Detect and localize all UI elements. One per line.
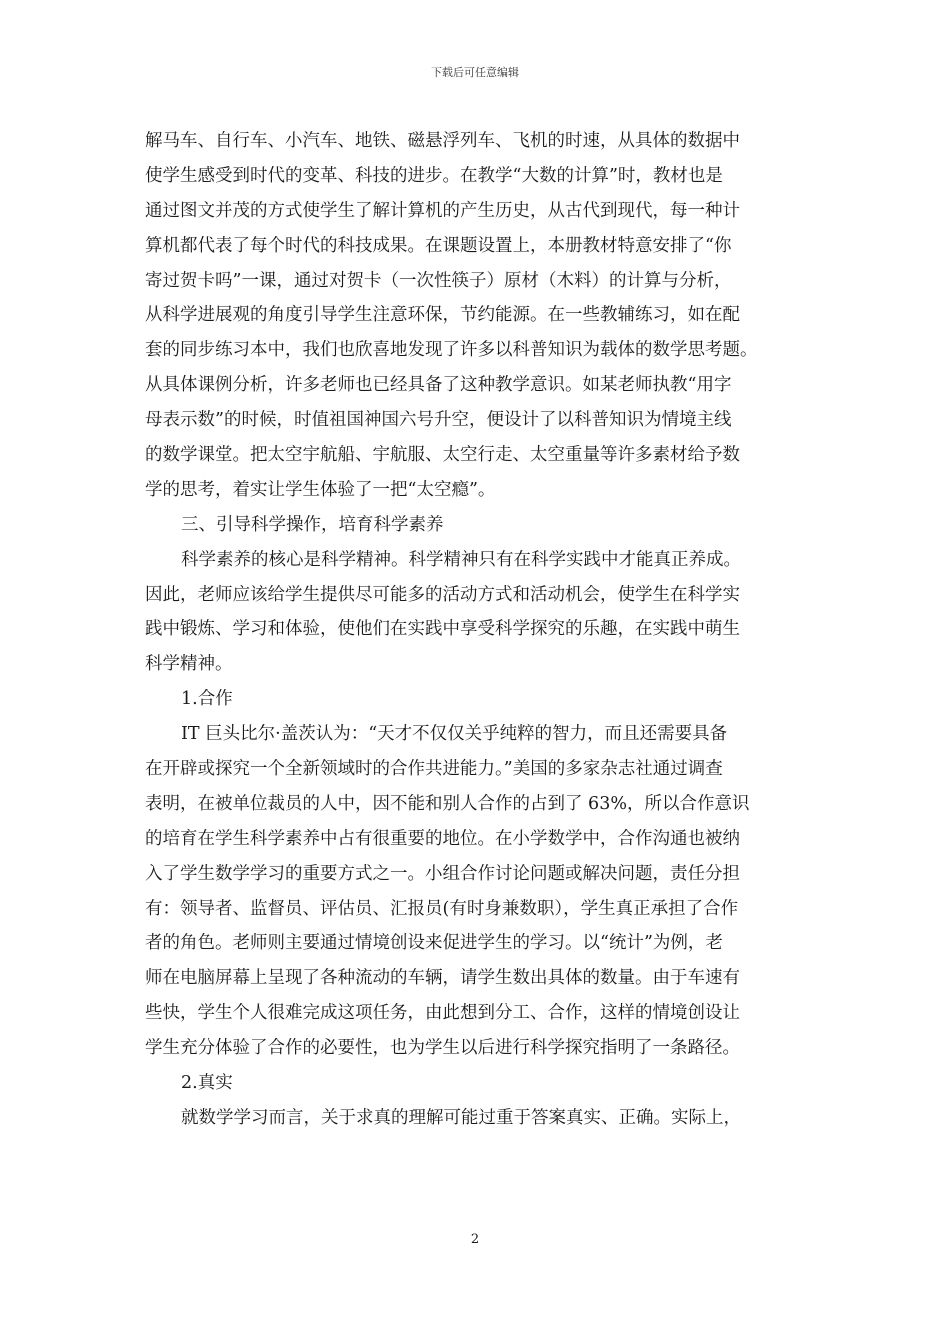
text-line: 些快，学生个人很难完成这项任务，由此想到分工、合作，这样的情境创设让 [145, 1003, 740, 1024]
text-line: 2.真实 [181, 1073, 233, 1094]
text-line: IT 巨头比尔·盖茨认为：“天才不仅仅关乎纯粹的智力，而且还需要具备 [181, 724, 728, 745]
page-header [0, 66, 950, 80]
text-line: 母表示数”的时候，时值祖国神国六号升空，便设计了以科普知识为情境主线 [145, 410, 732, 431]
text-line: 使学生感受到时代的变革、科技的进步。在教学“大数的计算”时，教材也是 [145, 165, 723, 186]
text-line: 学生充分体验了合作的必要性，也为学生以后进行科学探究指明了一条路径。 [145, 1038, 740, 1059]
text-line: 师在电脑屏幕上呈现了各种流动的车辆，请学生数出具体的数量。由于车速有 [145, 968, 740, 989]
document-body [145, 124, 807, 1136]
text-line: 科学素养的核心是科学精神。科学精神只有在科学实践中才能真正养成。 [181, 549, 741, 570]
text-line: 践中锻炼、学习和体验，使他们在实践中享受科学探究的乐趣，在实践中萌生 [145, 619, 740, 640]
text-line: 学的思考，着实让学生体验了一把“太空瘾”。 [145, 479, 496, 500]
page-footer [0, 1232, 950, 1248]
text-line: 三、引导科学操作，培育科学素养 [181, 514, 444, 535]
page-number: 2 [470, 1232, 480, 1247]
text-line: 1.合作 [181, 689, 233, 710]
text-line: 表明，在被单位裁员的人中，因不能和别人合作的占到了 63%，所以合作意识 [145, 793, 750, 814]
text-line: 者的角色。老师则主要通过情境创设来促进学生的学习。以“统计”为例，老 [145, 933, 723, 954]
text-line: 通过图文并茂的方式使学生了解计算机的产生历史，从古代到现代，每一种计 [145, 200, 740, 221]
text-line: 的数学课堂。把太空宇航船、宇航服、太空行走、太空重量等许多素材给予数 [145, 445, 740, 466]
text-line: 从具体课例分析，许多老师也已经具备了这种教学意识。如某老师执教“用字 [145, 375, 732, 396]
text-line: 寄过贺卡吗”一课，通过对贺卡（一次性筷子）原材（木料）的计算与分析， [145, 270, 732, 291]
header-text: 下载后可任意编辑 [431, 66, 519, 79]
text-line: 就数学学习而言，关于求真的理解可能过重于答案真实、正确。实际上， [181, 1107, 741, 1128]
text-line: 科学精神。 [145, 654, 233, 675]
text-line: 有：领导者、监督员、评估员、汇报员(有时身兼数职），学生真正承担了合作 [145, 898, 739, 919]
text-line: 因此，老师应该给学生提供尽可能多的活动方式和活动机会，使学生在科学实 [145, 584, 740, 605]
text-line: 的培育在学生科学素养中占有很重要的地位。在小学数学中，合作沟通也被纳 [145, 828, 740, 849]
text-line: 套的同步练习本中，我们也欣喜地发现了许多以科普知识为载体的数学思考题。 [145, 340, 758, 361]
text-line: 解马车、自行车、小汽车、地铁、磁悬浮列车、飞机的时速，从具体的数据中 [145, 131, 740, 151]
text-line: 从科学进展观的角度引导学生注意环保，节约能源。在一些教辅练习，如在配 [145, 305, 740, 326]
text-line: 在开辟或探究一个全新领域时的合作共进能力。”美国的多家杂志社通过调查 [145, 759, 723, 780]
text-line: 算机都代表了每个时代的科技成果。在课题设置上，本册教材特意安排了“你 [145, 235, 732, 256]
text-line: 入了学生数学学习的重要方式之一。小组合作讨论问题或解决问题，责任分担 [145, 863, 740, 884]
